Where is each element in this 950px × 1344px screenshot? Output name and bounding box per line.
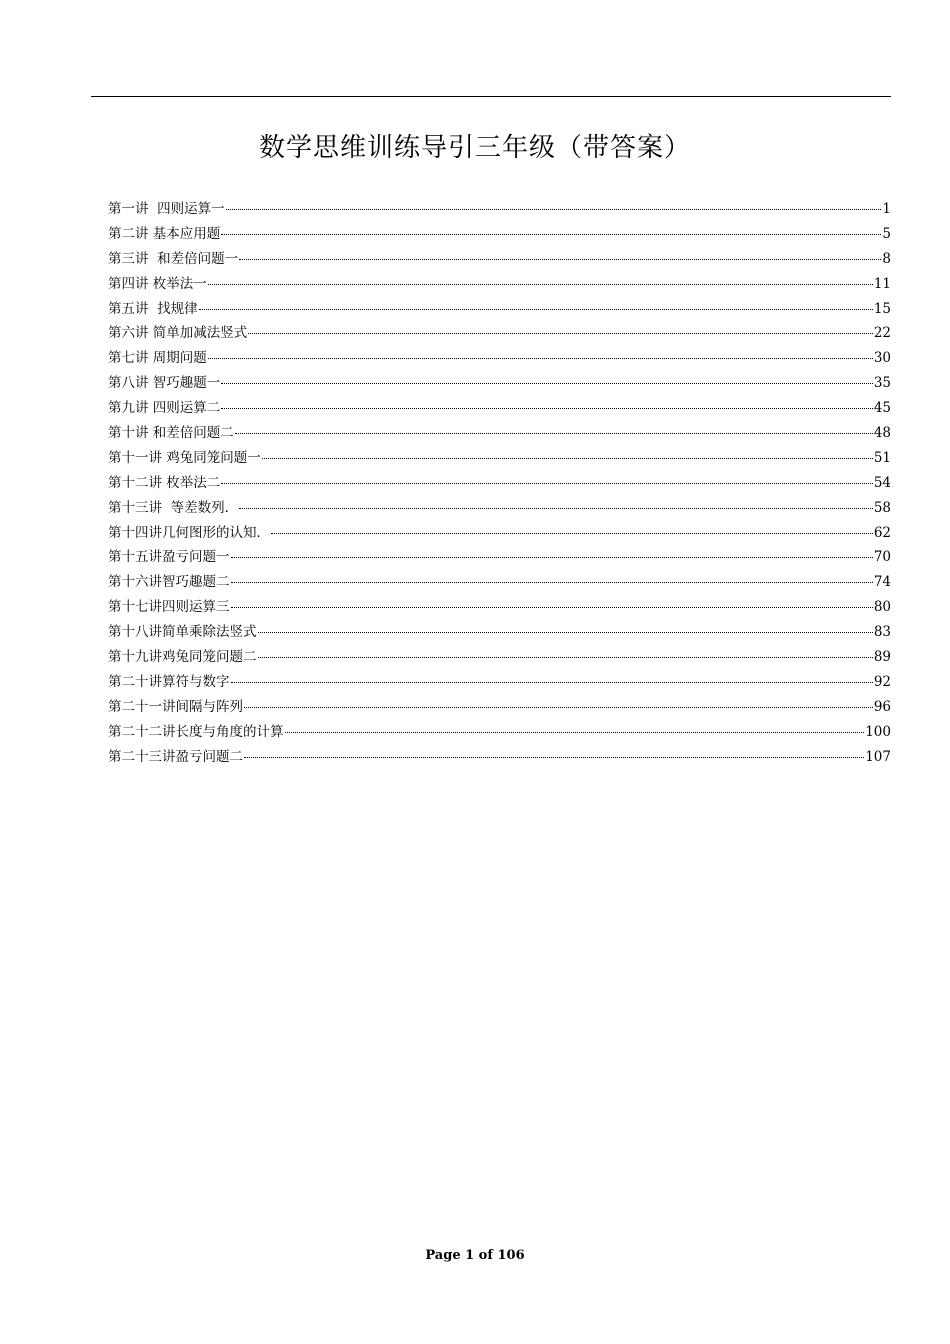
toc-entry[interactable]: [108, 448, 891, 473]
toc-entry-page: 35: [873, 375, 891, 392]
toc-entry-page: 89: [873, 649, 891, 666]
toc-entry-page: 74: [873, 574, 891, 591]
toc-leader-dots: [258, 657, 873, 658]
toc-leader-dots: [221, 234, 881, 235]
toc-entry[interactable]: [108, 722, 891, 747]
toc-leader-dots: [235, 433, 873, 434]
toc-entry-title: 第二十一讲间隔与阵列: [108, 698, 243, 715]
toc-entry-title: 第二十讲算符与数字: [108, 673, 230, 690]
toc-entry[interactable]: [108, 398, 891, 423]
toc-entry-page: 80: [873, 599, 891, 616]
toc-entry[interactable]: [108, 647, 891, 672]
toc-entry[interactable]: [108, 747, 891, 772]
toc-entry[interactable]: [108, 672, 891, 697]
toc-entry-title: 第十六讲智巧趣题二: [108, 574, 230, 591]
toc-entry-page: 100: [865, 723, 891, 740]
toc-entry[interactable]: [108, 323, 891, 348]
toc-leader-dots: [208, 284, 873, 285]
toc-entry-title: 第十二讲 枚举法二: [108, 474, 221, 491]
toc-entry[interactable]: [108, 523, 891, 548]
toc-entry-page: 30: [873, 350, 891, 367]
toc-leader-dots: [239, 508, 873, 509]
toc-leader-dots: [262, 458, 873, 459]
toc-leader-dots: [231, 582, 873, 583]
toc-entry-page: 11: [873, 275, 891, 292]
document-title: 数学思维训练导引三年级（带答案）: [258, 133, 691, 163]
toc-entry-page: 107: [865, 748, 891, 765]
toc-entry-page: 92: [873, 673, 891, 690]
toc-entry-title: 第二十三讲盈亏问题二: [108, 748, 243, 765]
toc-entry[interactable]: [108, 622, 891, 647]
toc-entry[interactable]: [108, 274, 891, 299]
header-rule: [91, 96, 891, 97]
toc-entry[interactable]: [108, 572, 891, 597]
toc-entry[interactable]: [108, 299, 891, 324]
toc-entry-title: 第六讲 简单加减法竖式: [108, 325, 248, 342]
toc-leader-dots: [244, 757, 864, 758]
toc-entry-title: 第三讲 和差倍问题一: [108, 250, 239, 267]
toc-entry-page: 70: [873, 549, 891, 566]
toc-entry-title: 第十三讲 等差数列．: [108, 499, 239, 516]
toc-leader-dots: [199, 309, 873, 310]
toc-entry-title: 第十七讲四则运算三: [108, 599, 230, 616]
toc-entry-title: 第四讲 枚举法一: [108, 275, 207, 292]
toc-entry[interactable]: [108, 348, 891, 373]
toc-entry-page: 5: [882, 225, 891, 242]
page-number-footer: Page 1 of 106: [425, 1248, 525, 1263]
toc-leader-dots: [221, 408, 873, 409]
toc-entry[interactable]: [108, 199, 891, 224]
toc-entry-title: 第七讲 周期问题: [108, 350, 207, 367]
toc-entry-title: 第十讲 和差倍问题二: [108, 425, 234, 442]
toc-entry-page: 96: [873, 698, 891, 715]
toc-entry[interactable]: [108, 547, 891, 572]
toc-entry-title: 第十一讲 鸡兔同笼问题一: [108, 449, 261, 466]
toc-leader-dots: [221, 483, 873, 484]
toc-entry-page: 48: [873, 425, 891, 442]
toc-entry[interactable]: [108, 249, 891, 274]
toc-leader-dots: [239, 259, 881, 260]
toc-entry[interactable]: [108, 423, 891, 448]
toc-entry-title: 第十八讲简单乘除法竖式: [108, 624, 257, 641]
toc-entry[interactable]: [108, 224, 891, 249]
toc-entry-title: 第八讲 智巧趣题一: [108, 375, 221, 392]
toc-entry[interactable]: [108, 498, 891, 523]
toc-entry-page: 45: [873, 400, 891, 417]
toc-entry-page: 62: [873, 524, 891, 541]
toc-leader-dots: [285, 732, 865, 733]
toc-entry-page: 51: [873, 449, 891, 466]
toc-leader-dots: [231, 607, 873, 608]
toc-entry-page: 8: [882, 250, 891, 267]
toc-leader-dots: [271, 533, 873, 534]
toc-entry-page: 1: [882, 201, 891, 217]
toc-entry[interactable]: [108, 597, 891, 622]
toc-leader-dots: [221, 383, 873, 384]
toc-entry-title: 第二讲 基本应用题: [108, 225, 221, 242]
toc-leader-dots: [208, 358, 873, 359]
toc-entry-title: 第二十二讲长度与角度的计算: [108, 723, 284, 740]
toc-leader-dots: [244, 707, 873, 708]
toc-leader-dots: [231, 557, 873, 558]
toc-entry-title: 第十九讲鸡兔同笼问题二: [108, 649, 257, 666]
toc-entry[interactable]: [108, 473, 891, 498]
toc-leader-dots: [231, 682, 873, 683]
toc-entry-page: 58: [873, 499, 891, 516]
toc-entry-title: 第一讲 四则运算一: [108, 201, 225, 217]
toc-entry-title: 第十五讲盈亏问题一: [108, 549, 230, 566]
toc-entry[interactable]: [108, 697, 891, 722]
toc-entry-page: 83: [873, 624, 891, 641]
table-of-contents: [108, 199, 891, 771]
toc-entry-title: 第五讲 找规律: [108, 300, 198, 317]
toc-entry-title: 第十四讲几何图形的认知．: [108, 524, 270, 541]
toc-entry[interactable]: [108, 373, 891, 398]
toc-leader-dots: [248, 333, 873, 334]
toc-entry-page: 54: [873, 474, 891, 491]
toc-entry-title: 第九讲 四则运算二: [108, 400, 221, 417]
toc-entry-page: 22: [873, 325, 891, 342]
toc-entry-page: 15: [873, 300, 891, 317]
toc-leader-dots: [226, 209, 882, 210]
toc-leader-dots: [258, 632, 873, 633]
